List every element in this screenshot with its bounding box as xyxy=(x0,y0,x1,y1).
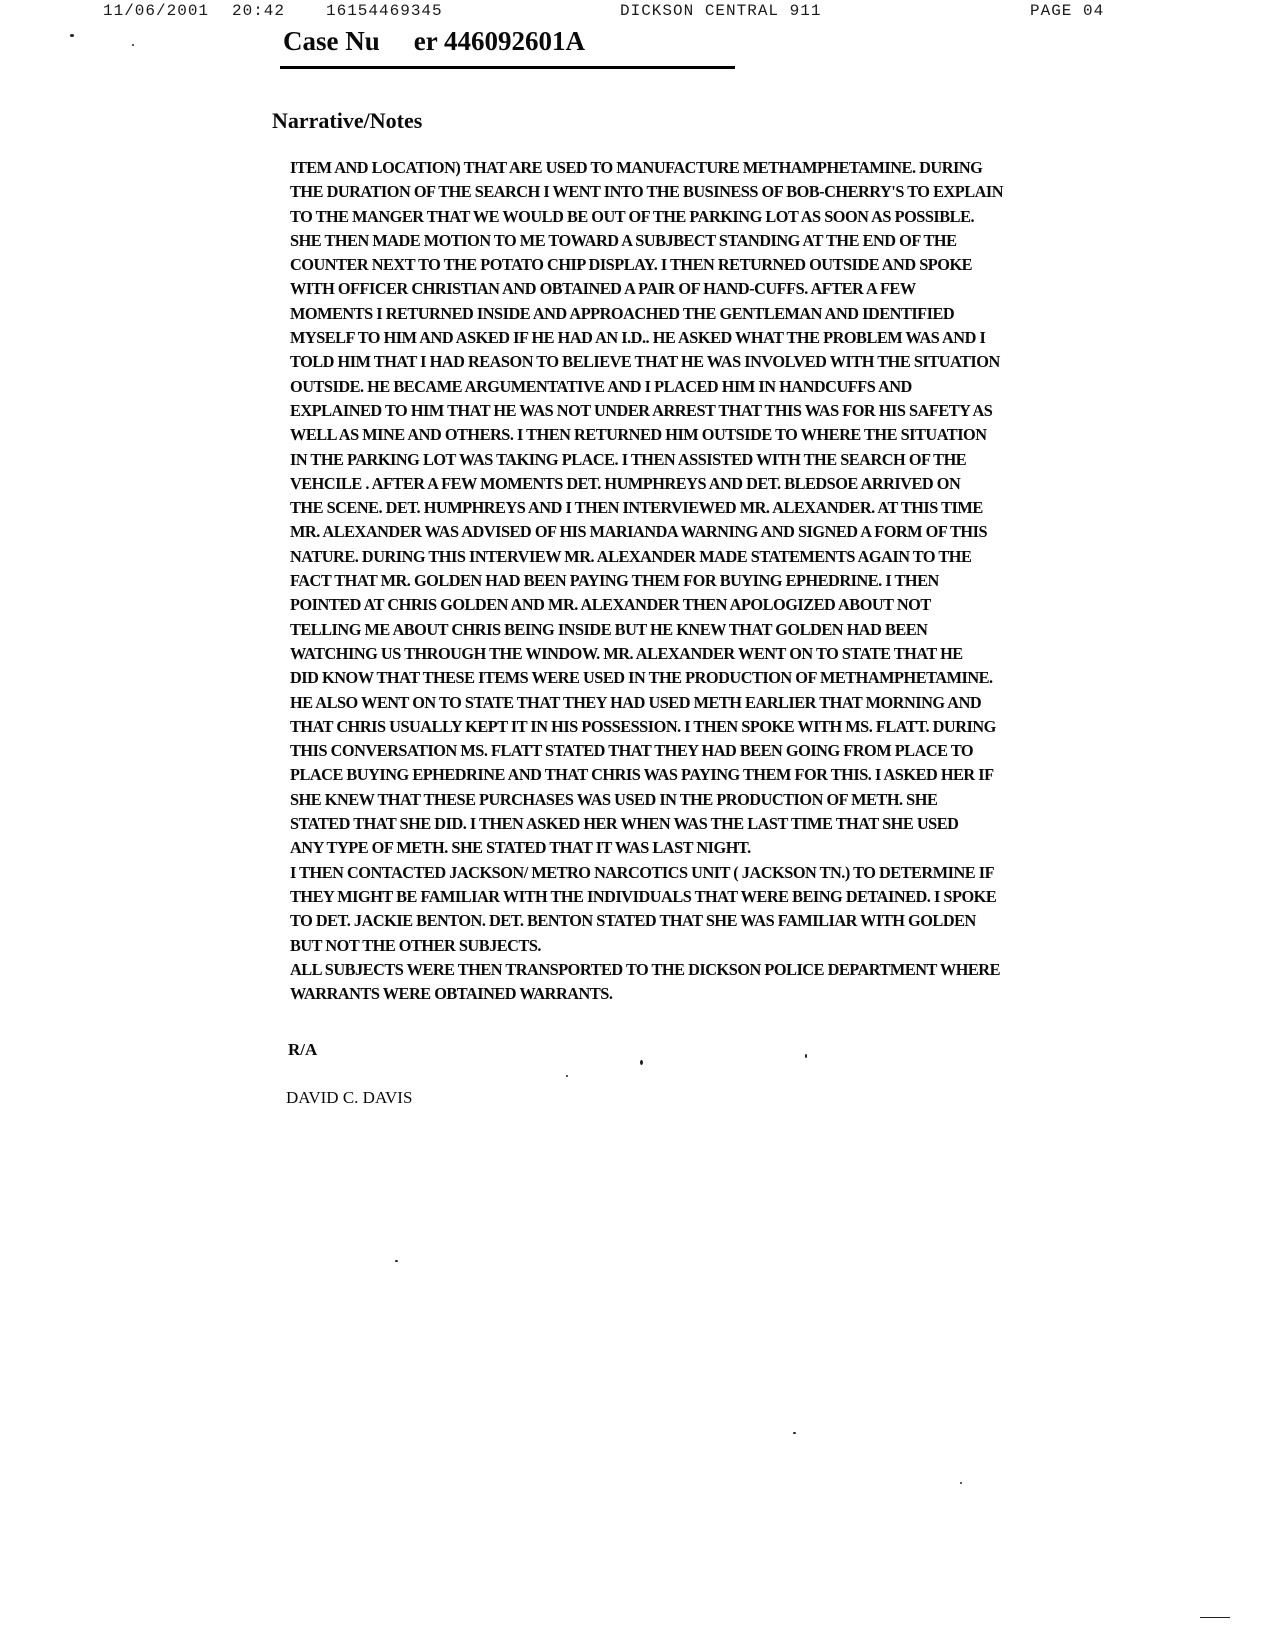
narrative-line: ALL SUBJECTS WERE THEN TRANSPORTED TO THE DICKSON POLICE DEPARTMENT WHERE xyxy=(290,959,1000,979)
case-number-title xyxy=(283,26,585,57)
narrative-line: HE ALSO WENT ON TO STATE THAT THEY HAD USED METH EARLIER THAT MORNING AND xyxy=(290,692,982,712)
narrative-line: BUT NOT THE OTHER SUBJECTS. xyxy=(290,935,542,955)
narrative-line: COUNTER NEXT TO THE POTATO CHIP DISPLAY. I THEN RETURNED OUTSIDE AND SPOKE xyxy=(290,255,973,275)
narrative-line: PLACE BUYING EPHEDRINE AND THAT CHRIS WAS PAYING THEM FOR THIS. I ASKED HER IF xyxy=(290,765,994,785)
section-heading: Narrative/Notes xyxy=(272,108,423,133)
fax-sender: DICKSON CENTRAL 911 xyxy=(620,2,822,20)
narrative-line: MOMENTS I RETURNED INSIDE AND APPROACHED THE GENTLEMAN AND IDENTIFIED xyxy=(290,303,955,323)
narrative-line: THEY MIGHT BE FAMILIAR WITH THE INDIVIDUALS THAT WERE BEING DETAINED. I SPOKE xyxy=(290,886,997,906)
narrative-line: IN THE PARKING LOT WAS TAKING PLACE. I THEN ASSISTED WITH THE SEARCH OF THE xyxy=(290,449,967,469)
scan-speck xyxy=(640,1060,643,1065)
fax-page-number: PAGE 04 xyxy=(1030,2,1105,20)
fax-time: 20:42 xyxy=(232,2,286,20)
fax-date: 11/06/2001 xyxy=(103,2,210,20)
scan-speck xyxy=(1200,1617,1230,1618)
title-underline xyxy=(280,66,735,69)
scan-speck xyxy=(566,1075,568,1077)
narrative-line: FACT THAT MR. GOLDEN HAD BEEN PAYING THEM FOR BUYING EPHEDRINE. I THEN xyxy=(290,571,939,591)
narrative-line: POINTED AT CHRIS GOLDEN AND MR. ALEXANDER THEN APOLOGIZED ABOUT NOT xyxy=(290,595,931,615)
narrative-line: EXPLAINED TO HIM THAT HE WAS NOT UNDER ARREST THAT THIS WAS FOR HIS SAFETY AS xyxy=(290,400,993,420)
narrative-line: THE SCENE. DET. HUMPHREYS AND I THEN INTERVIEWED MR. ALEXANDER. AT THIS TIME xyxy=(290,498,983,518)
narrative-body xyxy=(290,156,1170,1006)
scan-speck xyxy=(395,1260,398,1262)
scan-speck xyxy=(960,1482,962,1484)
narrative-line: THE DURATION OF THE SEARCH I WENT INTO THE BUSINESS OF BOB-CHERRY'S TO EXPLAIN xyxy=(290,182,1004,202)
narrative-line: WATCHING US THROUGH THE WINDOW. MR. ALEXANDER WENT ON TO STATE THAT HE xyxy=(290,643,963,663)
narrative-line: TOLD HIM THAT I HAD REASON TO BELIEVE THAT HE WAS INVOLVED WITH THE SITUATION xyxy=(290,352,1000,372)
narrative-line: ITEM AND LOCATION) THAT ARE USED TO MANUFACTURE METHAMPHETAMINE. DURING xyxy=(290,158,983,177)
case-title-prefix: Case Nu xyxy=(283,26,380,56)
narrative-line: MR. ALEXANDER WAS ADVISED OF HIS MARIANDA WARNING AND SIGNED A FORM OF THIS xyxy=(290,522,988,542)
narrative-line: SHE THEN MADE MOTION TO ME TOWARD A SUBJBECT STANDING AT THE END OF THE xyxy=(290,230,957,250)
narrative-line: TO DET. JACKIE BENTON. DET. BENTON STATED THAT SHE WAS FAMILIAR WITH GOLDEN xyxy=(290,911,976,931)
case-title-suffix: er 446092601A xyxy=(413,26,585,56)
narrative-line: TO THE MANGER THAT WE WOULD BE OUT OF THE PARKING LOT AS SOON AS POSSIBLE. xyxy=(290,206,975,226)
narrative-line: MYSELF TO HIM AND ASKED IF HE HAD AN I.D.. HE ASKED WHAT THE PROBLEM WAS AND I xyxy=(290,328,986,348)
scan-speck xyxy=(805,1054,807,1058)
closing-note: R/A xyxy=(288,1040,318,1059)
narrative-line: THAT CHRIS USUALLY KEPT IT IN HIS POSSESSION. I THEN SPOKE WITH MS. FLATT. DURING xyxy=(290,716,996,736)
narrative-line: NATURE. DURING THIS INTERVIEW MR. ALEXANDER MADE STATEMENTS AGAIN TO THE xyxy=(290,546,972,566)
narrative-line: TELLING ME ABOUT CHRIS BEING INSIDE BUT HE KNEW THAT GOLDEN HAD BEEN xyxy=(290,619,928,639)
narrative-line: WARRANTS WERE OBTAINED WARRANTS. xyxy=(290,984,613,1004)
narrative-line: WELL AS MINE AND OTHERS. I THEN RETURNED HIM OUTSIDE TO WHERE THE SITUATION xyxy=(290,425,987,445)
narrative-line: STATED THAT SHE DID. I THEN ASKED HER WHEN WAS THE LAST TIME THAT SHE USED xyxy=(290,814,959,834)
narrative-line: OUTSIDE. HE BECAME ARGUMENTATIVE AND I PLACED HIM IN HANDCUFFS AND xyxy=(290,376,912,396)
officer-signature-name: DAVID C. DAVIS xyxy=(286,1088,413,1107)
narrative-line: I THEN CONTACTED JACKSON/ METRO NARCOTICS UNIT ( JACKSON TN.) TO DETERMINE IF xyxy=(290,862,995,882)
fax-transmission-header xyxy=(0,2,1275,24)
scan-speck xyxy=(70,34,74,37)
narrative-line: WITH OFFICER CHRISTIAN AND OBTAINED A PAIR OF HAND-CUFFS. AFTER A FEW xyxy=(290,279,916,299)
scan-speck xyxy=(132,44,134,46)
narrative-line: DID KNOW THAT THESE ITEMS WERE USED IN THE PRODUCTION OF METHAMPHETAMINE. xyxy=(290,668,993,688)
scan-speck xyxy=(793,1432,796,1434)
fax-phone-number: 16154469345 xyxy=(326,2,443,20)
narrative-line: ANY TYPE OF METH. SHE STATED THAT IT WAS LAST NIGHT. xyxy=(290,838,751,858)
narrative-line: VEHCILE . AFTER A FEW MOMENTS DET. HUMPHREYS AND DET. BLEDSOE ARRIVED ON xyxy=(290,473,961,493)
narrative-line: THIS CONVERSATION MS. FLATT STATED THAT THEY HAD BEEN GOING FROM PLACE TO xyxy=(290,741,974,761)
narrative-line: SHE KNEW THAT THESE PURCHASES WAS USED IN THE PRODUCTION OF METH. SHE xyxy=(290,789,938,809)
